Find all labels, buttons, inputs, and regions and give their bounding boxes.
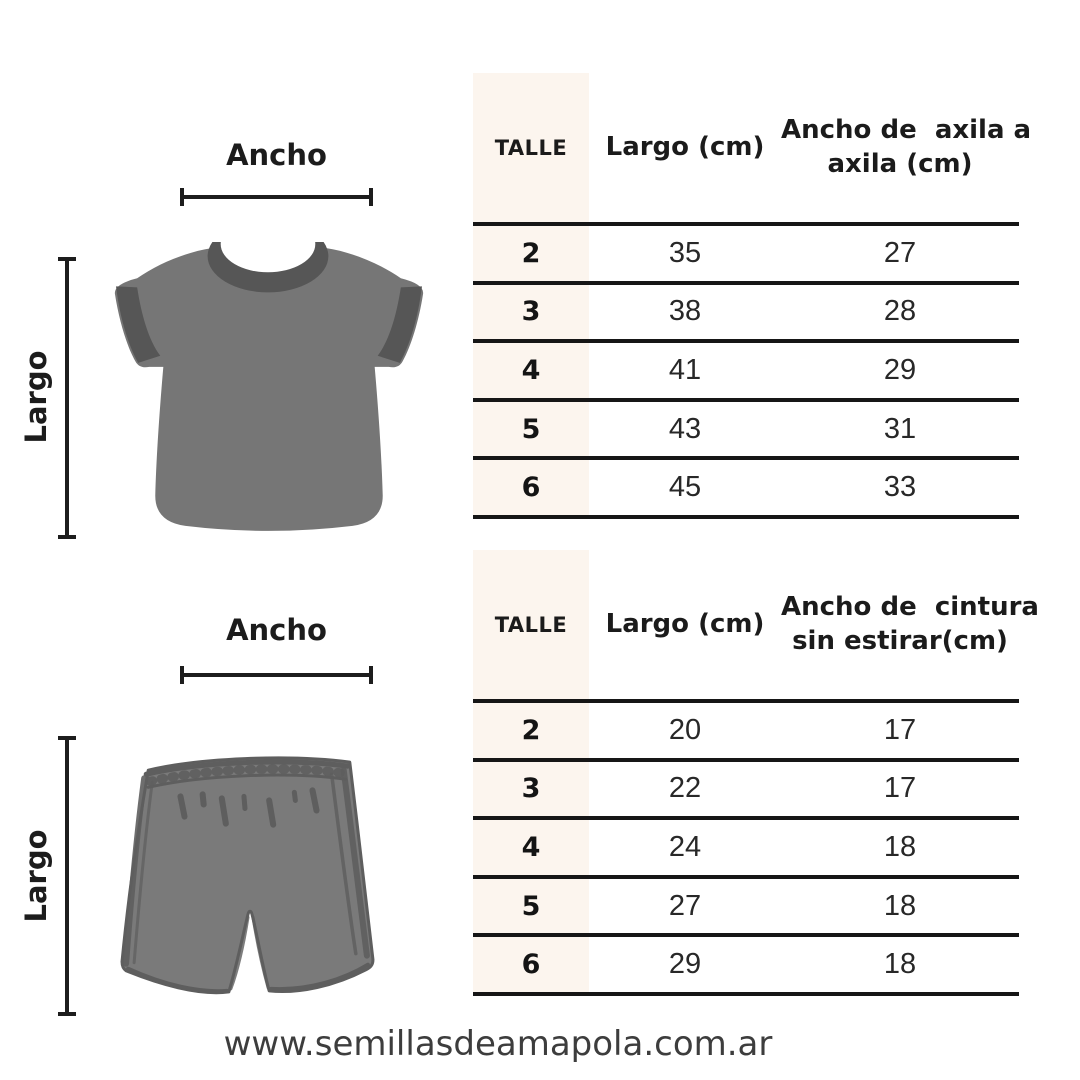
- tshirt-icon: [113, 242, 425, 534]
- table-row: [473, 458, 1019, 517]
- shirt-length-measure-line: [65, 257, 69, 539]
- table-row: [473, 760, 1019, 819]
- shorts-header-ancho: [781, 550, 1039, 701]
- talle-cell: 5: [521, 890, 541, 922]
- largo-cell: 45: [668, 471, 702, 504]
- talle-cell: 6: [521, 949, 541, 981]
- ancho-cell: 31: [883, 412, 917, 445]
- shorts-length-measure-line: [65, 736, 69, 1016]
- shirt-size-table: [473, 73, 1032, 519]
- table-row: [473, 877, 1019, 936]
- talle-cell: 6: [521, 472, 541, 504]
- shorts-header-ancho-line2: sin estirar(cm): [792, 625, 1008, 656]
- table-row: [473, 283, 1019, 342]
- shorts-table-header-row: [473, 550, 1019, 701]
- shorts-width-label: Ancho: [226, 613, 327, 647]
- largo-cell: 27: [668, 889, 702, 922]
- largo-cell: 24: [668, 830, 702, 863]
- shirt-header-talle: TALLE: [494, 135, 568, 160]
- shorts-icon: [118, 748, 380, 1000]
- talle-cell: 3: [521, 773, 541, 805]
- talle-cell: 2: [521, 237, 541, 269]
- largo-cell: 35: [668, 236, 702, 269]
- ancho-cell: 27: [883, 236, 917, 269]
- ancho-cell: 29: [883, 353, 917, 386]
- ancho-cell: 28: [883, 295, 917, 328]
- table-row: [473, 400, 1019, 459]
- shorts-length-label: Largo: [19, 829, 53, 923]
- shirt-width-measure-line: [180, 195, 373, 199]
- shorts-header-largo: Largo (cm): [605, 608, 765, 639]
- shirt-length-label: Largo: [19, 350, 53, 444]
- talle-cell: 4: [521, 354, 541, 386]
- shorts-header-ancho-line1: Ancho de cintura: [781, 591, 1039, 622]
- largo-cell: 20: [668, 713, 702, 746]
- talle-cell: 4: [521, 831, 541, 863]
- largo-cell: 41: [668, 353, 702, 386]
- largo-cell: 38: [668, 295, 702, 328]
- talle-cell: 5: [521, 413, 541, 445]
- shorts-width-measure-line: [180, 673, 373, 677]
- table-row: [473, 224, 1019, 283]
- shirt-header-ancho-line1: Ancho de axila a: [781, 114, 1032, 145]
- table-row: [473, 818, 1019, 877]
- shirt-header-ancho: [781, 73, 1032, 224]
- talle-cell: 2: [521, 714, 541, 746]
- shirt-header-largo: Largo (cm): [605, 131, 765, 162]
- largo-cell: 22: [668, 772, 702, 805]
- largo-cell: 43: [668, 412, 702, 445]
- ancho-cell: 18: [883, 889, 917, 922]
- shirt-header-ancho-line2: axila (cm): [827, 148, 973, 179]
- largo-cell: 29: [668, 948, 702, 981]
- ancho-cell: 17: [883, 713, 917, 746]
- ancho-cell: 17: [883, 772, 917, 805]
- table-row: [473, 701, 1019, 760]
- shorts-size-table: [473, 550, 1039, 996]
- ancho-cell: 33: [883, 471, 917, 504]
- talle-cell: 3: [521, 296, 541, 328]
- ancho-cell: 18: [883, 830, 917, 863]
- table-row: [473, 935, 1019, 994]
- website-url: www.semillasdeamapola.com.ar: [223, 1024, 773, 1064]
- shorts-header-talle: TALLE: [494, 612, 568, 637]
- shirt-table-header-row: [473, 73, 1019, 224]
- ancho-cell: 18: [883, 948, 917, 981]
- table-row: [473, 341, 1019, 400]
- shirt-width-label: Ancho: [226, 138, 327, 172]
